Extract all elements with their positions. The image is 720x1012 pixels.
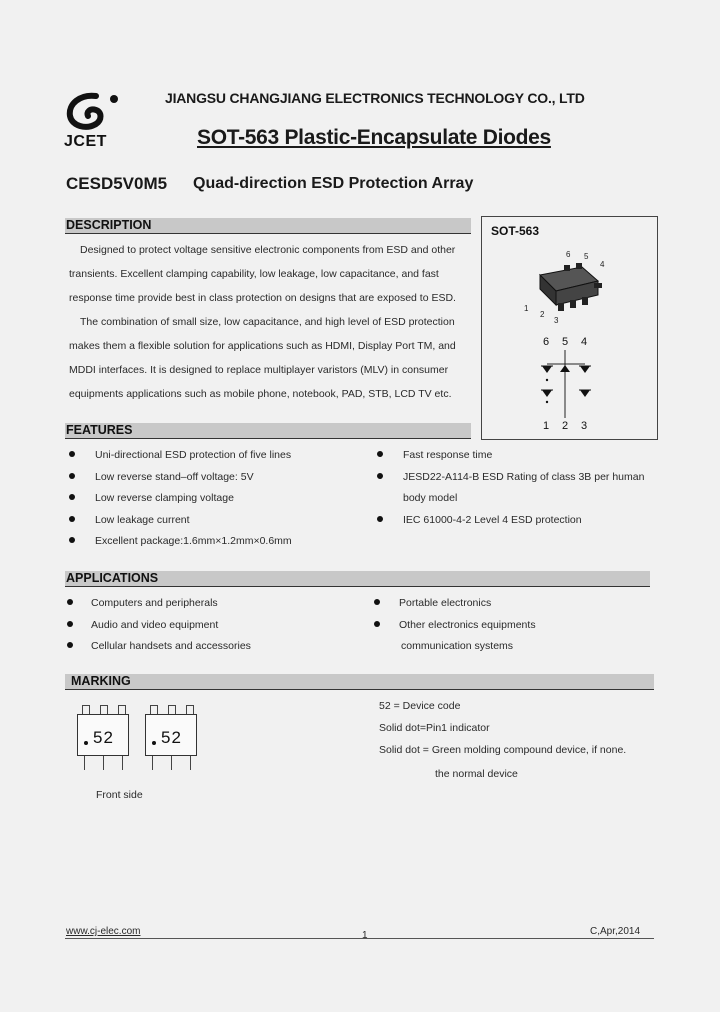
list-item: body model xyxy=(403,492,458,504)
list-item: Other electronics equipments xyxy=(374,615,536,637)
applications-right-list xyxy=(374,593,536,658)
applications-left-list xyxy=(67,593,251,658)
marking-note: 52 = Device code xyxy=(379,700,461,712)
features-heading: FEATURES xyxy=(65,423,471,439)
svg-text:2: 2 xyxy=(540,310,545,319)
pin-5-label: 5 xyxy=(562,336,569,348)
marking-caption: Front side xyxy=(96,789,143,801)
logo-text: JCET xyxy=(64,133,107,150)
svg-text:5: 5 xyxy=(584,252,589,261)
marking-heading: MARKING xyxy=(65,674,654,690)
list-item: Uni-directional ESD protection of five lines xyxy=(69,445,292,467)
pin-1-label: 1 xyxy=(543,420,550,432)
page-number: 1 xyxy=(362,930,368,941)
company-name: JIANGSU CHANGJIANG ELECTRONICS TECHNOLOGY CO., LTD xyxy=(165,90,585,106)
description-line: transients. Excellent clamping capability, low leakage, low capacitance, and fast xyxy=(69,268,439,280)
marking-chip xyxy=(75,705,135,775)
svg-text:6: 6 xyxy=(566,250,571,259)
description-heading: DESCRIPTION xyxy=(65,218,471,234)
marking-note: Solid dot=Pin1 indicator xyxy=(379,722,490,734)
list-item: Audio and video equipment xyxy=(67,615,251,637)
footer-url[interactable]: www.cj-elec.com xyxy=(66,926,141,937)
device-code: 52 xyxy=(93,728,114,747)
features-left-list xyxy=(69,445,292,553)
pin-2-label: 2 xyxy=(562,420,569,432)
list-item: IEC 61000-4-2 Level 4 ESD protection xyxy=(377,510,644,532)
list-item: communication systems xyxy=(401,640,514,652)
document-title: SOT-563 Plastic-Encapsulate Diodes xyxy=(197,126,551,149)
footer-divider xyxy=(65,938,654,939)
pin-4-label: 4 xyxy=(581,336,588,348)
description-body xyxy=(69,238,479,406)
description-line: The combination of small size, low capacitance, and high level of ESD protection xyxy=(80,316,455,328)
sot563-package-icon xyxy=(512,245,622,325)
footer-date: C,Apr,2014 xyxy=(590,926,641,937)
marking-chip xyxy=(143,705,203,775)
features-right-list xyxy=(377,445,644,531)
svg-text:3: 3 xyxy=(554,316,559,325)
svg-text:4: 4 xyxy=(600,260,605,269)
list-item: Low reverse stand–off voltage: 5V xyxy=(69,467,292,489)
part-description: Quad-direction ESD Protection Array xyxy=(193,175,474,192)
description-line: MDDI interfaces. It is designed to replace multiplayer varistors (MLV) in consumer xyxy=(69,364,449,376)
package-label: SOT-563 xyxy=(491,224,540,238)
pin-6-label: 6 xyxy=(543,336,550,348)
pin-3-label: 3 xyxy=(581,420,588,432)
description-line: Designed to protect voltage sensitive electronic components from ESD and other xyxy=(80,244,456,256)
list-item: Fast response time xyxy=(377,445,644,467)
marking-note: Solid dot = Green molding compound device, if none. xyxy=(379,744,627,756)
device-code: 52 xyxy=(161,728,182,747)
part-number: CESD5V0M5 xyxy=(66,174,168,193)
description-line: response time provide best in class protection on designs that are exposed to ESD. xyxy=(69,292,456,304)
list-item: Computers and peripherals xyxy=(67,593,251,615)
schematic-diodes-icon xyxy=(537,350,597,420)
list-item: Portable electronics xyxy=(374,593,536,615)
list-item: Cellular handsets and accessories xyxy=(67,636,251,658)
list-item: JESD22-A114-B ESD Rating of class 3B per human xyxy=(377,467,644,489)
package-diagram-box xyxy=(481,216,658,440)
list-item: Low leakage current xyxy=(69,510,292,532)
company-logo xyxy=(62,92,126,154)
description-line: makes them a flexible solution for applications such as HDMI, Display Port TM, and xyxy=(69,340,456,352)
list-item: Excellent package:1.6mm×1.2mm×0.6mm xyxy=(69,531,292,553)
list-item: Low reverse clamping voltage xyxy=(69,488,292,510)
logo-swirl-icon xyxy=(62,92,126,132)
description-line: equipments applications such as mobile phone, notebook, PAD, STB, LCD TV etc. xyxy=(69,388,452,400)
applications-heading: APPLICATIONS xyxy=(65,571,650,587)
svg-text:1: 1 xyxy=(524,304,529,313)
marking-note: the normal device xyxy=(435,768,518,780)
